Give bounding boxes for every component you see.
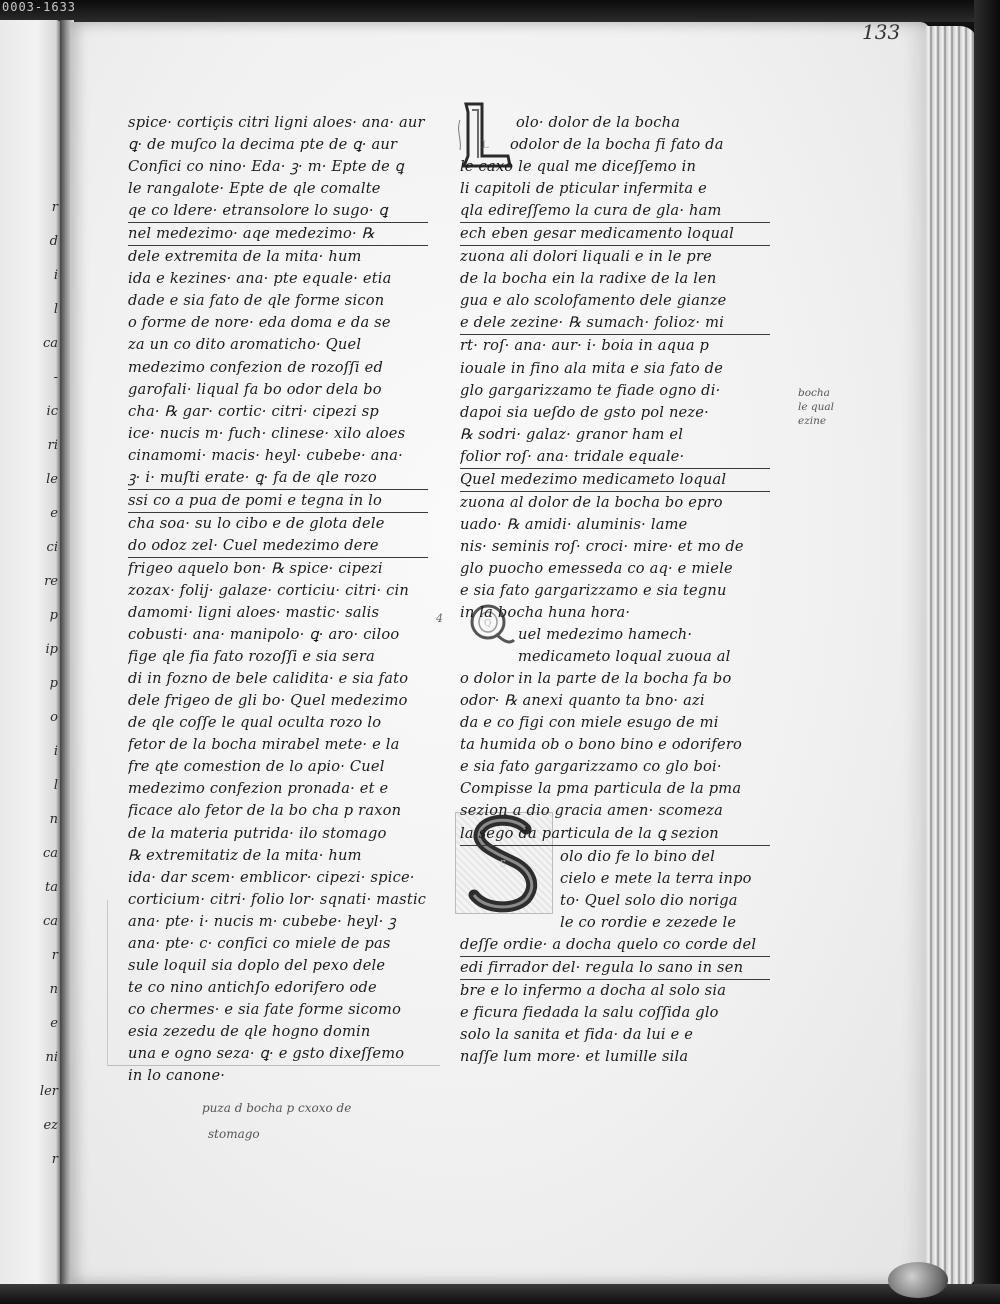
- text-line: ta humida ob o bono bino e odorifero: [460, 736, 743, 754]
- left-page-fragment: i: [53, 268, 58, 283]
- text-line: ana· pte· c· confici co miele de pas: [128, 934, 391, 952]
- text-line: nis· seminis roſ· croci· mire· et mo de: [460, 537, 744, 555]
- text-line: medezimo confezion de rozoſſi ed: [128, 358, 383, 376]
- initial-s-letter: S: [500, 860, 507, 870]
- text-line: corticium· citri· folio lor· sqnati· mastic: [128, 890, 427, 908]
- margin-note-line: ezine: [798, 415, 827, 427]
- text-line: fre qte comestion de lo apio· Cuel: [128, 758, 385, 776]
- text-line: ℞ extremitatiz de la mita· hum: [128, 846, 362, 864]
- left-page-fragment: o: [50, 710, 58, 725]
- left-page-fragment: ci: [46, 540, 58, 555]
- text-line: gua e alo scolofamento dele gianze: [460, 292, 727, 310]
- text-line: cha soa· su lo cibo e de glota dele: [128, 514, 385, 532]
- top-dark-strip: [0, 0, 1000, 22]
- text-line: glo puocho emesseda co aq· e miele: [460, 559, 733, 577]
- left-page-fragment: n: [49, 812, 58, 827]
- margin-note-line: le qual: [798, 401, 835, 413]
- text-line: odolor de la bocha fi fato da: [510, 136, 724, 154]
- left-page-fragment: e: [50, 506, 58, 521]
- left-page-fragment: r: [51, 1152, 58, 1167]
- left-page-fragment: l: [53, 302, 58, 317]
- initial-top-letter: L: [482, 140, 489, 151]
- left-page-fragment: ic: [46, 404, 58, 419]
- left-page-fragment: l: [53, 778, 58, 793]
- text-line: garofali· liqual fa bo odor dela bo: [128, 380, 382, 398]
- text-line: co chermes· e sia fate forme sicomo: [128, 1000, 402, 1018]
- left-page-fragment: e: [50, 1016, 58, 1031]
- text-line: zuona ali dolori liquali e in le pre: [460, 248, 712, 266]
- text-line: zuona al dolor de la bocha bo epro: [460, 493, 723, 511]
- text-line: qe co ldere· etransolore lo sugo· ꝗ: [128, 200, 428, 223]
- text-line: za un co dito aromaticho· Quel: [128, 336, 362, 354]
- text-line: iouale in fino ala mita e sia fato de: [460, 359, 724, 377]
- text-line: da e co figi con miele esugo de mi: [460, 714, 719, 732]
- text-line: sezion a dio gracia amen· scomeza: [460, 802, 724, 820]
- text-line: uado· ℞ amidi· aluminis· lame: [460, 515, 688, 533]
- text-line: o dolor in la parte de la bocha fa bo: [460, 670, 732, 688]
- left-page-fragment: p: [49, 608, 58, 623]
- text-line: de qle coſſe le qual oculta rozo lo: [128, 714, 382, 732]
- text-line: medezimo confezion pronada· et e: [128, 780, 389, 798]
- text-line: ice· nucis m· fuch· clinese· xilo aloes: [128, 424, 406, 442]
- text-line: qla edireſſemo la cura de gla· ham: [460, 200, 770, 223]
- text-line: e sia fato gargarizzamo co glo boi·: [460, 758, 722, 776]
- paper-repair-edge: [108, 1065, 440, 1066]
- text-line: cielo e mete la terra inpo: [560, 869, 752, 887]
- text-line: do odoz zel· Cuel medezimo dere: [128, 535, 428, 558]
- left-page-fragment: -: [53, 370, 58, 385]
- text-line: medicameto loqual zuoua al: [518, 648, 731, 666]
- text-line: ssi co a pua de pomi e tegna in lo: [128, 490, 428, 513]
- binding-shadow: [974, 0, 1000, 1304]
- text-line: olo dio fe lo bino del: [560, 847, 715, 865]
- left-page-fragment: n: [49, 982, 58, 997]
- left-page-fragment: d: [49, 234, 58, 249]
- left-page-fragment: ta: [45, 880, 58, 895]
- initial-q-letter: Q: [484, 619, 492, 629]
- text-line: ꝗ· de muſco la decima pte de ꝗ· aur: [128, 136, 398, 154]
- text-line: deſſe ordie· a docha quelo co corde del: [460, 934, 770, 957]
- fore-edge-leaves: [926, 26, 978, 1288]
- pencil-mark: 4: [436, 612, 443, 625]
- text-line: dele frigeo de gli bo· Quel medezimo: [128, 692, 408, 710]
- text-line: e dele zezine· ℞ sumach· folioz· mi: [460, 312, 770, 335]
- folio-number: 133: [862, 20, 901, 44]
- text-column-left: [128, 112, 428, 1087]
- text-line: cinamomi· macis· heyl· cubebe· ana·: [128, 446, 403, 464]
- text-line: nel medezimo· aqe medezimo· ℞: [128, 223, 428, 246]
- left-page-fragment: ler: [39, 1084, 58, 1099]
- margin-note-line: bocha: [798, 387, 830, 399]
- text-line: ana· pte· i· nucis m· cubebe· heyl· ꝫ: [128, 912, 396, 930]
- text-line: dapoi sia ueſdo de gsto pol neze·: [460, 403, 709, 421]
- text-line: dele extremita de la mita· hum: [128, 248, 362, 266]
- text-line: frigeo aquelo bon· ℞ spice· cipezi: [128, 559, 383, 577]
- left-page-fragment: r: [51, 948, 58, 963]
- text-line: ida e kezines· ana· pte equale· etia: [128, 270, 392, 288]
- text-line: e ficura fiedada la salu coſſida glo: [460, 1003, 719, 1021]
- text-line: le caxo le qual me diceſſemo in: [460, 158, 697, 176]
- text-line: odor· ℞ anexi quanto ta bno· azi: [460, 692, 705, 710]
- text-line: Quel medezimo medicameto loqual: [460, 469, 770, 492]
- text-line: te co nino antichſo edorifero ode: [128, 978, 377, 996]
- text-line: ech eben gesar medicamento loqual: [460, 223, 770, 246]
- paper-repair-edge-vertical: [107, 900, 108, 1066]
- text-line: damomi· ligni aloes· mastic· salis: [128, 604, 380, 622]
- bottom-note-line: puza d bocha p cxoxo de: [202, 1101, 352, 1115]
- text-line: naſſe lum more· et lumille sila: [460, 1047, 689, 1065]
- text-line: spice· cortiçis citri ligni aloes· ana· aur: [128, 114, 425, 131]
- text-line: to· Quel solo dio noriga: [560, 891, 738, 909]
- left-page-fragment: p: [49, 676, 58, 691]
- bottom-dark-strip: [0, 1284, 1000, 1304]
- text-line: in la bocha huna hora·: [460, 604, 631, 622]
- text-line: una e ogno seza· ꝗ· e gsto dixeſſemo: [128, 1044, 405, 1062]
- text-line: cobusti· ana· manipolo· ꝗ· aro· ciloo: [128, 626, 400, 644]
- text-line: olo· dolor de la bocha: [516, 114, 681, 131]
- text-line: bre e lo infermo a docha al solo sia: [460, 981, 727, 999]
- text-line: dade e sia fato de qle forme sicon: [128, 292, 385, 310]
- text-line: Compisse la pma particula de la pma: [460, 780, 742, 798]
- page-weight-clasp: [888, 1262, 948, 1298]
- text-line: solo la sanita et fida· da lui e e: [460, 1025, 694, 1043]
- left-page-fragment: ri: [47, 438, 58, 453]
- scan-id-label: 0003-1633: [2, 0, 77, 14]
- text-line: ida· dar scem· emblicor· cipezi· spice·: [128, 868, 415, 886]
- text-line: ficace alo fetor de la bo cha p raxon: [128, 802, 402, 820]
- text-line: ꝫ· i· muſti erate· ꝗ· fa de qle rozo: [128, 467, 428, 490]
- text-line: o forme de nore· eda doma e da se: [128, 314, 391, 332]
- text-line: esia zezedu de qle hogno domin: [128, 1022, 371, 1040]
- left-page-fragment: r: [51, 200, 58, 215]
- text-line: edi firrador del· regula lo sano in sen: [460, 957, 770, 980]
- bottom-marginal-note: [202, 1095, 351, 1147]
- text-line: li capitoli de pticular infermita e: [460, 180, 707, 198]
- text-line: le co rordie e zezede le: [560, 913, 737, 931]
- text-line: uel medezimo hamech·: [518, 626, 693, 644]
- text-line: di in fozno de bele calidita· e sia fato: [128, 670, 409, 688]
- text-line: ℞ sodri· galaz· granor ham el: [460, 425, 684, 443]
- text-line: e sia fato gargarizzamo e sia tegnu: [460, 581, 727, 599]
- text-line: sule loquil sia doplo del pexo dele: [128, 956, 386, 974]
- text-line: le rangalote· Epte de qle comalte: [128, 180, 381, 198]
- left-page-fragment: le: [46, 472, 58, 487]
- text-line: fige qle fia fato rozoſſi e sia sera: [128, 648, 375, 666]
- text-line: folior roſ· ana· tridale equale·: [460, 446, 770, 469]
- text-line: zozax· folij· galaze· corticiu· citri· cin: [128, 581, 409, 599]
- text-line: de la materia putrida· ilo stomago: [128, 824, 387, 842]
- left-page-fragment: ca: [42, 336, 58, 351]
- left-page-fragment: ip: [45, 642, 58, 657]
- text-line: Confici co nino· Eda· ꝫ· m· Epte de ꝗ: [128, 158, 404, 176]
- marginal-note: [798, 386, 834, 428]
- left-page-fragment: ni: [45, 1050, 58, 1065]
- text-line: in lo canone·: [128, 1067, 226, 1085]
- left-page-fragment: i: [53, 744, 58, 759]
- previous-page-edge: [0, 20, 62, 1295]
- text-line: fetor de la bocha mirabel mete· e la: [128, 736, 400, 754]
- left-page-fragment: re: [44, 574, 58, 589]
- text-line: glo gargarizzamo te fiade ogno di·: [460, 381, 721, 399]
- text-column-right: [460, 112, 770, 1068]
- left-page-fragment: ca: [42, 846, 58, 861]
- text-line: la sego da particula de la ꝗ sezion: [460, 823, 770, 846]
- text-line: cha· ℞ gar· cortic· citri· cipezi sp: [128, 402, 379, 420]
- left-page-fragment: ez: [43, 1118, 58, 1133]
- bottom-note-line: stomago: [208, 1127, 260, 1141]
- text-line: rt· roſ· ana· aur· i· boia in aqua p: [460, 337, 710, 355]
- text-line: de la bocha ein la radixe de la len: [460, 270, 717, 288]
- left-page-fragment: ca: [42, 914, 58, 929]
